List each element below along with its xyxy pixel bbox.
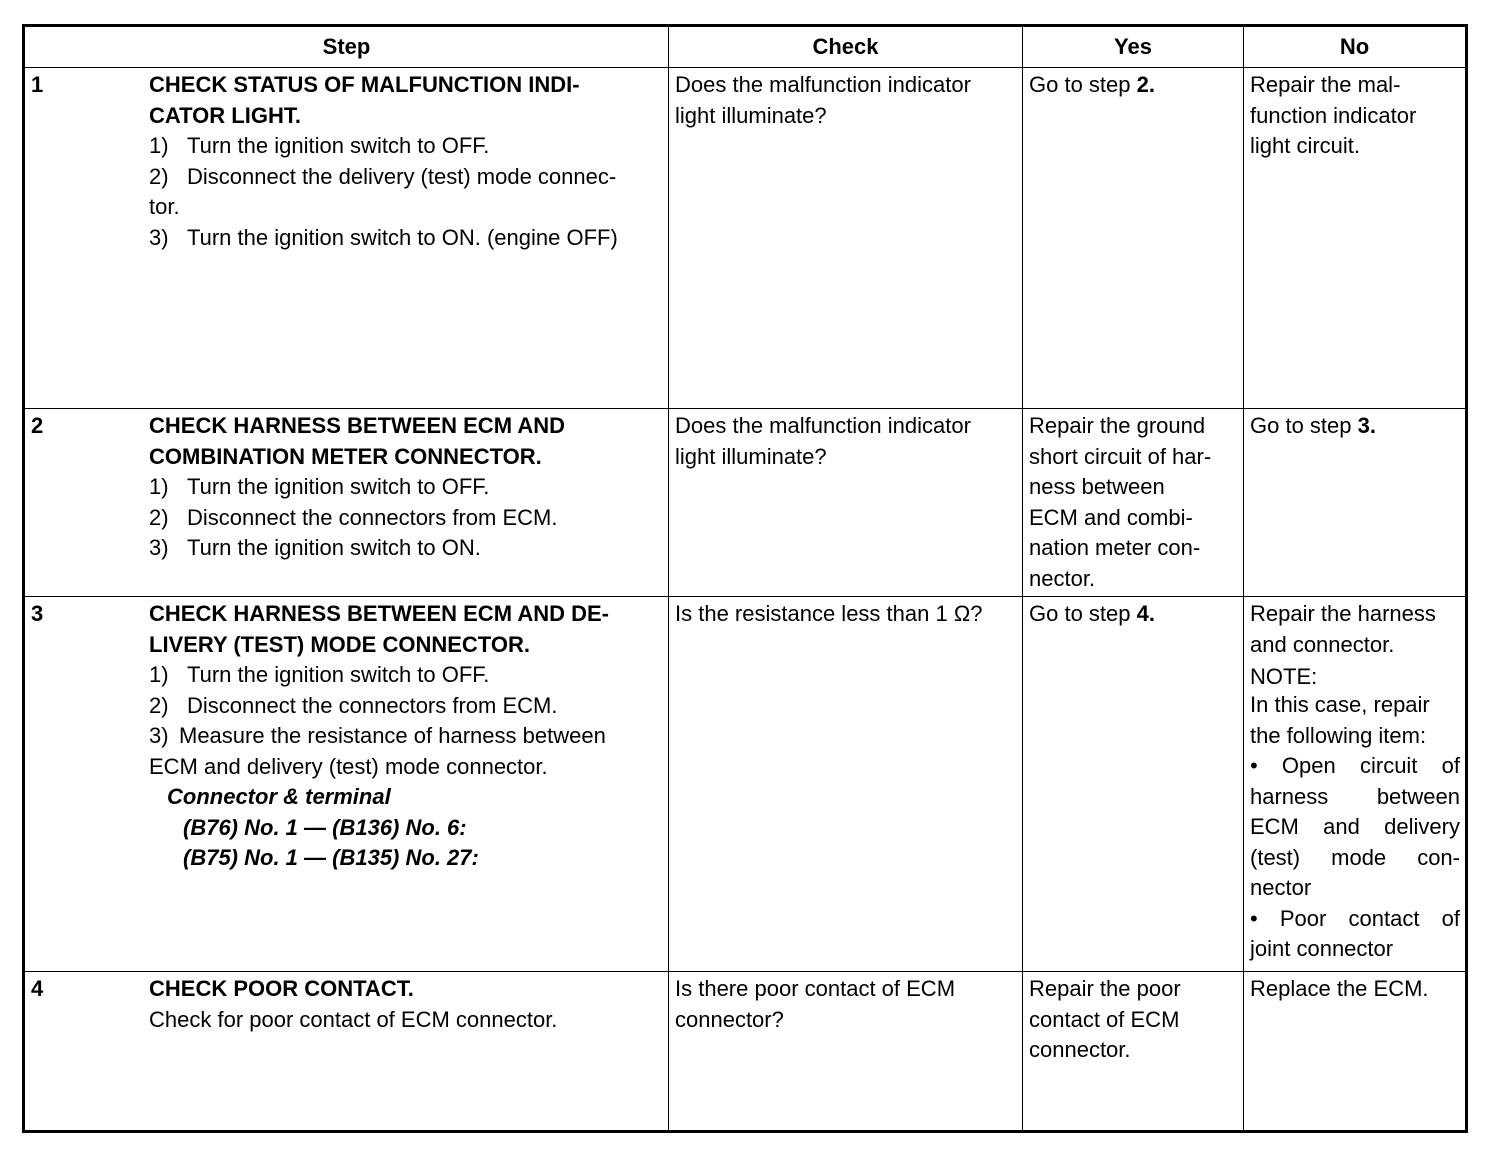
- terminal-spec: (B75) No. 1 — (B135) No. 27:: [183, 845, 479, 870]
- terminal-spec: (B76) No. 1 — (B136) No. 6:: [183, 814, 467, 840]
- note-label: NOTE:: [1250, 664, 1318, 689]
- procedure-step: 1) Turn the ignition switch to OFF.: [149, 133, 490, 158]
- step-title: CATOR LIGHT.: [149, 102, 301, 128]
- header-yes: Yes: [1023, 26, 1244, 68]
- step-description: Check for poor contact of ECM connector.: [149, 1006, 558, 1032]
- procedure-step: 3) Measure the resistance of harness between: [149, 723, 606, 748]
- step-title: COMBINATION METER CONNECTOR.: [149, 443, 542, 469]
- procedure-step: 1) Turn the ignition switch to OFF.: [149, 474, 490, 499]
- step-title: CHECK HARNESS BETWEEN ECM AND DE-: [149, 601, 609, 626]
- header-check: Check: [669, 26, 1023, 68]
- procedure-step: 2) Disconnect the delivery (test) mode connec-: [149, 163, 617, 189]
- connector-label: Connector & terminal: [167, 784, 391, 809]
- procedure-step: 1) Turn the ignition switch to OFF.: [149, 662, 490, 687]
- no-cell: Replace the ECM.: [1244, 972, 1467, 1132]
- header-row: [24, 26, 1467, 68]
- table-row: [24, 597, 1467, 972]
- diagnostic-table: [22, 24, 1468, 1133]
- procedure-step: 2) Disconnect the connectors from ECM.: [149, 692, 558, 718]
- step-title: CHECK HARNESS BETWEEN ECM AND: [149, 413, 565, 438]
- step-number: 4: [31, 976, 44, 1001]
- step-number: 1: [31, 72, 44, 97]
- step-title: CHECK STATUS OF MALFUNCTION INDI-: [149, 72, 580, 97]
- header-step: Step: [24, 26, 669, 68]
- no-cell: Repair the harness and connector. NOTE: In this case, repair the following item: • Open circuit of harness between ECM and delivery (test) mode con- nector • Poor contact of joint connector: [1244, 597, 1467, 972]
- procedure-step: 3) Turn the ignition switch to ON. (engine OFF): [149, 224, 618, 250]
- yes-cell: Repair the poor contact of ECM connector.: [1023, 972, 1244, 1132]
- step-title: CHECK POOR CONTACT.: [149, 976, 414, 1001]
- step-number: 3: [31, 601, 44, 626]
- yes-cell: Go to step 4.: [1023, 597, 1244, 972]
- yes-cell: Repair the ground short circuit of har- ness between ECM and combi- nation meter con- nector.: [1023, 409, 1244, 597]
- table-row: [24, 68, 1467, 409]
- check-cell: Does the malfunction indicator light illuminate?: [669, 409, 1023, 597]
- yes-cell: Go to step 2.: [1023, 68, 1244, 409]
- step-title: LIVERY (TEST) MODE CONNECTOR.: [149, 631, 530, 657]
- step-cell: [24, 972, 669, 1132]
- step-cell: [24, 597, 669, 972]
- procedure-step: 3) Turn the ignition switch to ON.: [149, 535, 481, 560]
- no-cell: Go to step 3.: [1244, 409, 1467, 597]
- step-cell: [24, 68, 669, 409]
- check-cell: Is there poor contact of ECM connector?: [669, 972, 1023, 1132]
- step-cell: [24, 409, 669, 597]
- check-cell: Does the malfunction indicator light illuminate?: [669, 68, 1023, 409]
- table-row: [24, 409, 1467, 597]
- check-cell: Is the resistance less than 1 Ω?: [669, 597, 1023, 972]
- procedure-step: 2) Disconnect the connectors from ECM.: [149, 504, 558, 530]
- no-cell: Repair the mal- function indicator light circuit.: [1244, 68, 1467, 409]
- procedure-step-cont: ECM and delivery (test) mode connector.: [149, 753, 548, 779]
- step-number: 2: [31, 413, 44, 438]
- procedure-step-cont: tor.: [149, 194, 180, 219]
- table-row: [24, 972, 1467, 1132]
- header-no: No: [1244, 26, 1467, 68]
